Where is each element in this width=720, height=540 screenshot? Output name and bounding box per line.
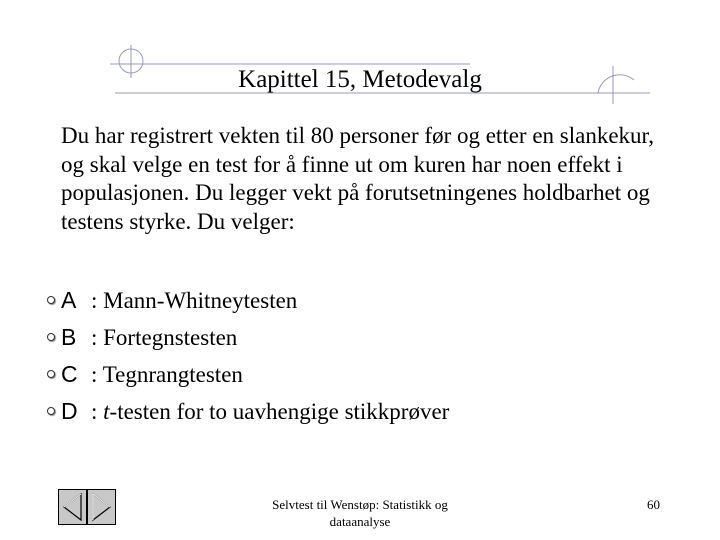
page-number: 60 (647, 497, 660, 512)
option-italic-t: t (103, 399, 110, 424)
option-text: -testen for to uavhengige stikkprøver (109, 399, 450, 424)
bullet-icon (47, 407, 55, 415)
forward-button[interactable] (88, 490, 115, 524)
slide-title: Kapittel 15, Metodevalg (238, 66, 482, 93)
navigation-buttons (58, 489, 116, 525)
option-prefix: : (91, 325, 104, 350)
option-label (91, 325, 237, 351)
option-letter: C (61, 361, 78, 387)
bullet-icon (47, 333, 55, 341)
arc-decoration (598, 75, 634, 93)
option-c[interactable] (47, 360, 647, 397)
option-letter: A (61, 287, 77, 313)
option-d[interactable] (47, 397, 647, 434)
answer-options (47, 286, 647, 434)
bullet-icon (47, 370, 55, 378)
option-label (91, 288, 297, 314)
option-a[interactable] (47, 286, 647, 323)
bullet-icon (47, 296, 55, 304)
option-prefix: : (91, 288, 104, 313)
left-arrow-icon (59, 490, 86, 524)
option-prefix: : (91, 399, 104, 424)
option-label (91, 362, 243, 388)
footer-text: Selvtest til Wenstøp: Statistikk og dataanalyse (272, 497, 448, 529)
back-button[interactable] (59, 490, 86, 524)
option-text: Tegnrangtesten (102, 362, 243, 387)
option-b[interactable] (47, 323, 647, 360)
right-arrow-icon (88, 490, 115, 524)
option-text: Fortegnstesten (103, 325, 238, 350)
option-letter: D (61, 398, 78, 424)
option-letter: B (61, 324, 77, 350)
option-label (91, 399, 449, 425)
option-text: Mann-Whitneytesten (103, 288, 298, 313)
question-text: Du har registrert vekten til 80 personer før og etter en slankekur, og skal velge en test for å finne ut om kuren har noen effekt i populasjonen. Du legger vekt på forutsetningenes holdbarhet og testens styrke. Du velger: (61, 123, 655, 234)
option-prefix: : (91, 362, 103, 387)
